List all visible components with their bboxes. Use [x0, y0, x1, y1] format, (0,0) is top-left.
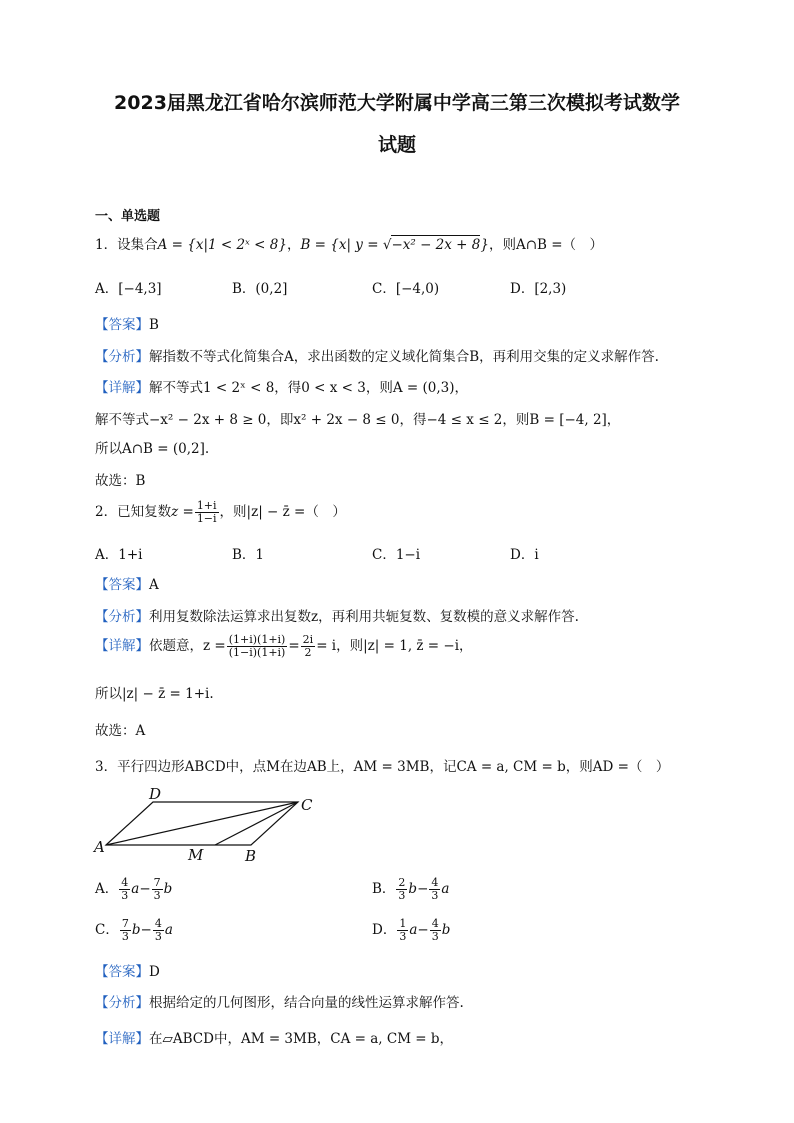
q2-option-a: A．1+i [95, 547, 143, 563]
analysis-tag: 【分析】 [95, 349, 149, 365]
q1-detail-line-3: 所以A∩B = (0,2]. [95, 441, 210, 457]
detail-tag: 【详解】 [95, 380, 149, 396]
q1-option-a: A．[−4,3] [95, 281, 162, 297]
detail-fraction-2 [301, 634, 316, 659]
operator: − [139, 881, 151, 897]
option-letter: D． [372, 922, 397, 938]
vector-2: a [164, 922, 173, 938]
fraction-numerator: 4 [431, 876, 439, 889]
fraction-numerator: 7 [121, 917, 129, 930]
fraction-numerator: 2 [398, 876, 406, 889]
option-letter: A． [95, 881, 119, 897]
fraction-denominator: 3 [121, 930, 129, 943]
q2-fraction [195, 500, 219, 525]
vector-2: b [441, 922, 451, 938]
answer-tag: 【答案】 [95, 964, 149, 980]
vector-1: b [131, 922, 141, 938]
answer-value: A [149, 577, 159, 593]
q3-option-d [372, 918, 450, 943]
fraction-numerator: 7 [153, 876, 161, 889]
q2-detail [95, 634, 473, 659]
q2-option-b: B．1 [232, 547, 265, 563]
fraction-denominator: 3 [121, 889, 129, 902]
fraction-denominator: 3 [154, 930, 162, 943]
question-1-stem: 1．设集合A = {x|1 < 2ˣ < 8}，B = {x| y = √−x² − 2x + 8}，则A∩B =（ ） [95, 237, 604, 253]
detail-text: 在▱ABCD中，AM = 3MB，CA = a, CM = b， [149, 1031, 454, 1047]
label-b: B [245, 847, 257, 865]
vector-1: b [408, 881, 418, 897]
answer-tag: 【答案】 [95, 577, 149, 593]
q1-answer [95, 313, 159, 333]
fraction-denominator: 3 [431, 930, 439, 943]
analysis-text: 利用复数除法运算求出复数z，再利用共轭复数、复数模的意义求解作答. [149, 609, 579, 625]
comma: ， [286, 237, 301, 253]
equals-sign: = [288, 638, 300, 654]
question-2-suffix: ，则|z| − z̄ =（ ） [219, 504, 346, 520]
diagonal-ac [106, 802, 298, 845]
q1-analysis [95, 345, 659, 365]
question-2-prefix: 2．已知复数 [95, 504, 172, 520]
q1-option-d: D．[2,3) [510, 281, 567, 297]
answer-tag: 【答案】 [95, 317, 149, 333]
analysis-text: 根据给定的几何图形，结合向量的线性运算求解作答. [149, 995, 464, 1011]
question-2-stem [95, 500, 346, 525]
operator: − [140, 922, 152, 938]
q3-analysis [95, 991, 464, 1011]
page-title: 2023届黑龙江省哈尔滨师范大学附属中学高三第三次模拟考试数学 [114, 92, 680, 114]
coefficient-2 [429, 877, 440, 902]
q1-option-b: B．(0,2] [232, 281, 288, 297]
label-c: C [301, 796, 313, 814]
question-1-suffix: ，则A∩B =（ ） [488, 237, 604, 253]
operator: − [417, 881, 429, 897]
question-3-stem: 3．平行四边形ABCD中，点M在边AB上，AM = 3MB，记CA = a, CM = b，则AD =（ ） [95, 759, 670, 775]
q1-detail [95, 376, 468, 396]
detail-text: 解不等式1 < 2ˣ < 8，得0 < x < 3，则A = (0,3)， [149, 380, 469, 396]
q3-option-b [372, 877, 449, 902]
vector-1: a [131, 881, 140, 897]
fraction-denominator: (1−i)(1+i) [228, 646, 286, 659]
fraction-numerator: 1+i [196, 499, 217, 512]
answer-value: B [149, 317, 159, 333]
fraction-numerator: 4 [431, 917, 439, 930]
q3-option-c [95, 918, 173, 943]
fraction-numerator: (1+i)(1+i) [228, 633, 286, 646]
vector-2: a [441, 881, 450, 897]
fraction-denominator: 1−i [196, 512, 217, 525]
analysis-tag: 【分析】 [95, 995, 149, 1011]
q3-answer [95, 960, 160, 980]
set-b-radicand: −x² − 2x + 8 [391, 237, 481, 253]
coefficient-2 [152, 877, 163, 902]
q2-answer [95, 573, 159, 593]
fraction-denominator: 3 [398, 889, 406, 902]
analysis-tag: 【分析】 [95, 609, 149, 625]
detail-tag: 【详解】 [95, 638, 149, 654]
q1-option-c: C．[−4,0) [372, 281, 440, 297]
q1-detail-line-2: 解不等式−x² − 2x + 8 ≥ 0，即x² + 2x − 8 ≤ 0，得−4 ≤ x ≤ 2，则B = [−4, 2]， [95, 412, 621, 428]
detail-fraction-1 [227, 634, 288, 659]
question-1-prefix: 1．设集合 [95, 237, 158, 253]
coefficient-2 [430, 918, 441, 943]
fraction-denominator: 3 [431, 889, 439, 902]
q1-choose: 故选：B [95, 473, 146, 489]
section-heading: 一、单选题 [95, 209, 161, 224]
set-a: A = {x|1 < 2ˣ < 8} [157, 237, 287, 253]
label-a: A [94, 838, 105, 856]
vector-2: b [163, 881, 173, 897]
vector-1: a [409, 922, 418, 938]
analysis-text: 解指数不等式化简集合A，求出函数的定义域化简集合B，再利用交集的定义求解作答. [149, 349, 659, 365]
coefficient-1 [119, 877, 130, 902]
fraction-numerator: 1 [399, 917, 407, 930]
q2-choose: 故选：A [95, 723, 146, 739]
q3-option-a [95, 877, 172, 902]
z-equals: z = [171, 504, 194, 520]
fraction-numerator: 4 [121, 876, 129, 889]
page-title-line2: 试题 [377, 134, 416, 156]
coefficient-2 [153, 918, 164, 943]
detail-suffix: = i，则|z| = 1, z̄ = −i， [316, 638, 473, 654]
q2-analysis [95, 605, 579, 625]
coefficient-1 [396, 877, 407, 902]
fraction-numerator: 4 [154, 917, 162, 930]
operator: − [417, 922, 429, 938]
set-b-suffix: } [480, 237, 489, 253]
segment-mc [215, 802, 298, 845]
q2-detail-line-2: 所以|z| − z̄ = 1+i. [95, 686, 214, 702]
fraction-denominator: 3 [399, 930, 407, 943]
answer-value: D [149, 964, 160, 980]
fraction-denominator: 2 [304, 646, 312, 659]
parallelogram-figure [88, 783, 328, 865]
detail-prefix: 依题意，z = [149, 638, 226, 654]
coefficient-1 [120, 918, 131, 943]
q2-option-d: D．i [510, 547, 539, 563]
option-letter: C． [95, 922, 119, 938]
label-d: D [149, 785, 162, 803]
fraction-numerator: 2i [302, 633, 314, 646]
q2-option-c: C．1−i [372, 547, 421, 563]
option-letter: B． [372, 881, 396, 897]
q3-detail [95, 1027, 453, 1047]
detail-tag: 【详解】 [95, 1031, 149, 1047]
coefficient-1 [397, 918, 408, 943]
label-m: M [188, 846, 204, 864]
fraction-denominator: 3 [153, 889, 161, 902]
set-b-prefix: B = {x| y = [300, 237, 383, 253]
